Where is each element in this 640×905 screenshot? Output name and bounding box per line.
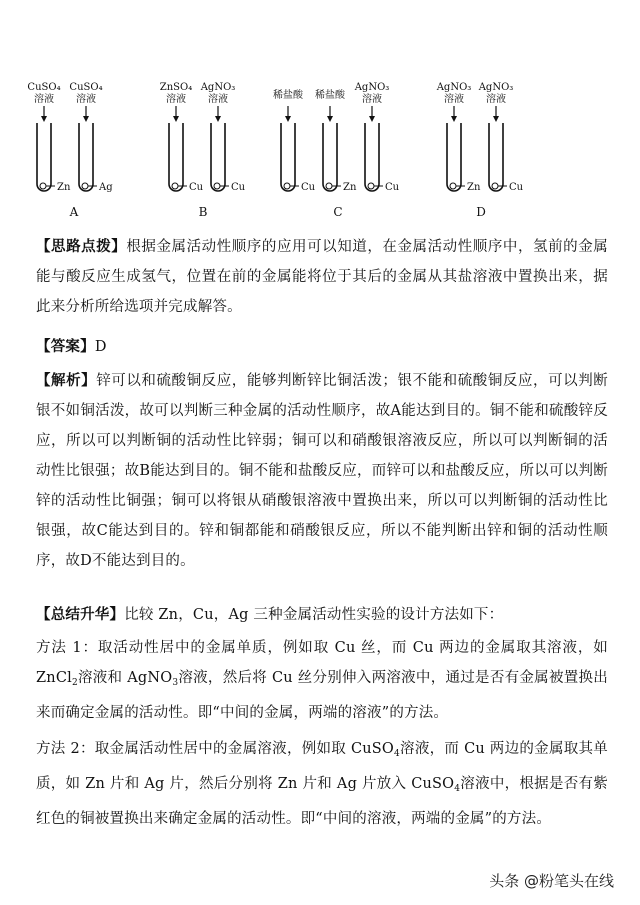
method2-sub-2: 4: [454, 784, 461, 794]
hint-tag: 【思路点拨】: [36, 238, 127, 255]
tube-outline: [37, 123, 51, 191]
reagent-label-line2: 溶液: [166, 94, 186, 105]
method2-sub-1: 4: [394, 749, 400, 759]
tube-outline: [365, 123, 379, 191]
arrow-head-icon: [215, 116, 221, 122]
reagent-label: 稀盐酸: [273, 90, 303, 101]
reagent-label-line2: 溶液: [76, 94, 96, 105]
tube-outline: [211, 123, 225, 191]
arrow-head-icon: [327, 116, 333, 122]
method1-text-3: 溶液，然后将 Cu 丝分别伸入两溶液中，通过是否有金属被置换出来而确定金属的活动性。即“中间的金属，两端的溶液”的方法。: [36, 670, 608, 721]
metal-piece-icon: [368, 183, 374, 189]
reagent-label: AgNO₃: [436, 82, 472, 93]
test-tube: [273, 88, 316, 193]
metal-label: Zn: [343, 182, 357, 193]
metal-piece-icon: [450, 183, 456, 189]
analysis-paragraph: [36, 366, 608, 576]
test-tube: [160, 82, 204, 193]
arrow-head-icon: [369, 116, 375, 122]
metal-piece-icon: [40, 183, 46, 189]
arrow-head-icon: [285, 116, 291, 122]
tube-outline: [447, 123, 461, 191]
group-letter: A: [69, 205, 79, 219]
reagent-label: AgNO₃: [200, 82, 236, 93]
reagent-label: 稀盐酸: [315, 90, 345, 101]
metal-label: Cu: [509, 182, 524, 193]
method2-text-3: 溶液中，根据是否有紫红色的铜被置换出来确定金属的活动性。即“中间的溶液，两端的金属”的方法。: [36, 776, 609, 827]
metal-label: Zn: [57, 182, 71, 193]
metal-label: Ag: [99, 182, 113, 193]
method2-paragraph: [36, 734, 608, 834]
test-tube-diagram: [0, 0, 640, 230]
metal-label: Cu: [301, 182, 316, 193]
method1-paragraph: [36, 633, 608, 728]
group-letter: C: [333, 205, 343, 219]
test-tube: [478, 82, 524, 193]
answer-paragraph: [36, 332, 608, 362]
metal-label: Zn: [467, 182, 481, 193]
reagent-label: CuSO₄: [27, 82, 61, 93]
test-tube: [315, 88, 357, 193]
metal-piece-icon: [82, 183, 88, 189]
test-tube: [200, 82, 246, 193]
tube-outline: [281, 123, 295, 191]
metal-label: Cu: [189, 182, 204, 193]
group-letter: D: [476, 205, 486, 219]
test-tube: [436, 82, 481, 193]
answer-tag: 【答案】: [36, 338, 95, 355]
metal-piece-icon: [284, 183, 290, 189]
arrow-head-icon: [41, 116, 47, 122]
reagent-label: CuSO₄: [69, 82, 103, 93]
reagent-label-line2: 溶液: [362, 94, 382, 105]
reagent-label-line2: 溶液: [34, 94, 54, 105]
metal-label: Cu: [231, 182, 246, 193]
analysis-tag: 【解析】: [36, 372, 97, 389]
method2-text-1: 方法 2：取金属活动性居中的金属溶液，例如取 CuSO: [36, 741, 395, 757]
test-tube: [27, 82, 71, 193]
metal-label: Cu: [385, 182, 400, 193]
group-letter: B: [198, 205, 208, 219]
metal-piece-icon: [214, 183, 220, 189]
summary-tag: 【总结升华】: [36, 606, 125, 623]
analysis-text: 锌可以和硫酸铜反应，能够判断锌比铜活泼；银不能和硫酸铜反应，可以判断银不如铜活泼，故可以判断三种金属的活动性顺序，故A能达到目的。铜不能和硫酸锌反应，所以可以判断铜的活动性比锌弱；铜可以和硝酸银溶液反应，所以可以判断铜的活动性比银强；故B能达到目的。铜不能和盐酸反应，而锌可以和盐酸反应，所以可以判断锌的活动性比铜强；铜可以将银从硝酸银溶液中置换出来，所以可以判断铜的活动性比银强，故C能达到目的。锌和铜都能和硝酸银反应，所以不能判断出锌和铜的活动性顺序，故D不能达到目的。: [36, 373, 608, 569]
summary-text: 比较 Zn，Cu，Ag 三种金属活动性实验的设计方法如下：: [124, 607, 504, 623]
metal-piece-icon: [172, 183, 178, 189]
metal-piece-icon: [492, 183, 498, 189]
hint-text: 根据金属活动性顺序的应用可以知道，在金属活动性顺序中，氢前的金属能与酸反应生成氢气，位置在前的金属能将位于其后的金属从其盐溶液中置换出来，据此来分析所给选项并完成解答。: [36, 239, 608, 315]
method2-text-2: 溶液，而 Cu 两边的金属取其单质，如 Zn 片和 Ag 片，然后分别将 Zn 片和 Ag 片放入 CuSO: [36, 741, 608, 792]
watermark: 头条 @粉笔头在线: [489, 872, 614, 890]
arrow-head-icon: [493, 116, 499, 122]
method1-sub-1: 2: [71, 678, 78, 688]
reagent-label: ZnSO₄: [159, 82, 193, 93]
test-tube: [69, 82, 113, 193]
tube-outline: [323, 123, 337, 191]
method1-sub-2: 3: [172, 678, 179, 688]
tube-outline: [79, 123, 93, 191]
method1-text-1: 方法 1：取活动性居中的金属单质，例如取 Cu 丝，而 Cu 两边的金属取其溶液，如 ZnCl: [36, 640, 608, 686]
answer-text: D: [94, 339, 107, 355]
tube-outline: [169, 123, 183, 191]
hint-paragraph: [36, 232, 608, 322]
test-tube: [354, 82, 400, 193]
arrow-head-icon: [451, 116, 457, 122]
arrow-head-icon: [173, 116, 179, 122]
reagent-label: AgNO₃: [478, 82, 514, 93]
reagent-label-line2: 溶液: [486, 94, 506, 105]
reagent-label-line2: 溶液: [208, 94, 228, 105]
reagent-label: AgNO₃: [354, 82, 390, 93]
arrow-head-icon: [83, 116, 89, 122]
tube-outline: [489, 123, 503, 191]
summary-paragraph: [36, 600, 608, 630]
metal-piece-icon: [326, 183, 332, 189]
reagent-label-line2: 溶液: [444, 94, 464, 105]
method1-text-2: 溶液和 AgNO: [77, 670, 173, 686]
